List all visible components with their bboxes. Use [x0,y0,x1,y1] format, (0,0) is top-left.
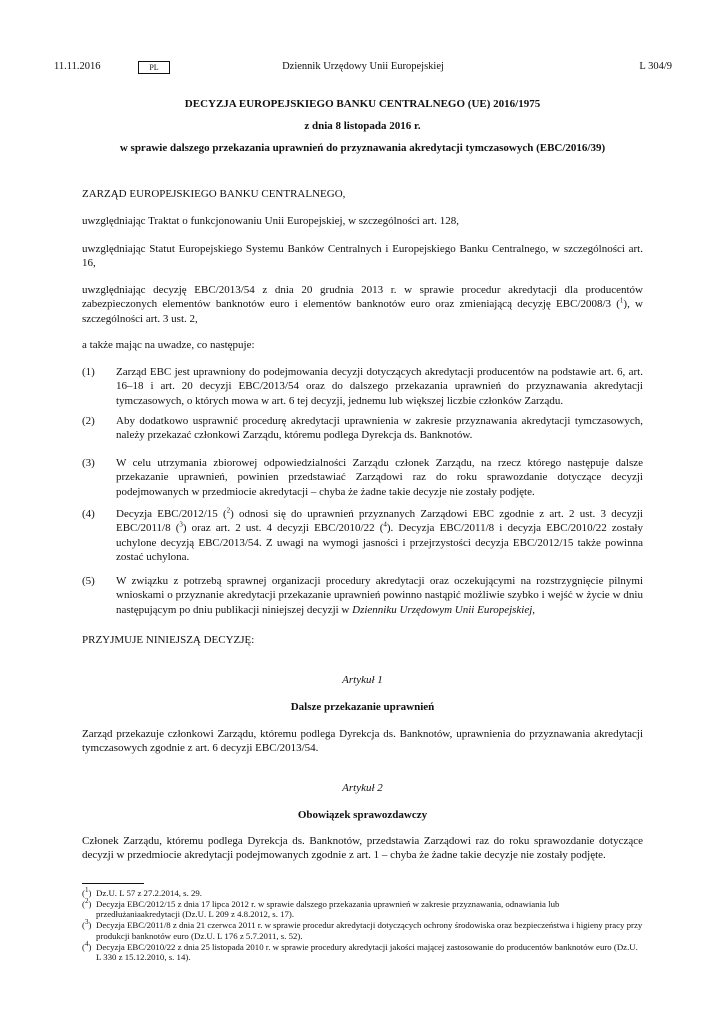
recital-2 [82,414,643,443]
article-1-number: Artykuł 1 [342,674,383,686]
footnote-ref[interactable]: 3 [179,520,183,529]
article-1-title: Dalsze przekazanie uprawnień [290,701,435,713]
journal-name: Dziennik Urzędowy Unii Europejskiej [282,61,444,72]
footnote-ref[interactable]: 1 [619,296,624,305]
recital-text: Decyzja EBC/2012/15 ($^2$) odnosi się do uprawnień przyznanych Zarządowi EBC zgodnie z art. 2 ust. 3 decyzji EBC/2011/8 ($^3$) oraz art. 2 ust. 4 decyzji EBC/2010/22 ($^4$). Decyzja EBC/2011/8 i decyzja EBC/2010/22 zostały uchylone decyzją EBC/2013/54. Z uwagi na wymogi jasności i przejrzystości decyzja EBC/2012/15 także powinna zostać uchylona. [116,506,643,563]
page-header [54,60,672,74]
language-badge: PL [138,61,170,74]
article-2-number: Artykuł 2 [342,782,383,794]
footnote-2: ($^2$) Decyzja EBC/2012/15 z dnia 17 lipca 2012 r. w sprawie dalszego przekazania uprawnień w zakresie przyznawania, odnawiania lub przedłużaniaakredytacji (Dz.U. L 209 z 4.8.2012, s. 17). [82,896,560,920]
citation-treaty: uwzględniając Traktat o funkcjonowaniu Unii Europejskiej, w szczególności art. 128, [82,215,459,227]
recital-text: Aby dodatkowo usprawnić procedurę akredytacji uprawnienia w zakresie przyznawania akredytacji tymczasowych, należy przekazać członkowi Zarządu, któremu podlega Dyrekcja ds. Banknotów. [116,415,643,442]
footnote-ref[interactable]: 2 [226,506,231,515]
recital-number: (5) [82,575,95,587]
footnotes [82,888,643,963]
publication-date: 11.11.2016 [54,61,101,72]
article-2-text: Członek Zarządu, któremu podlega Dyrekcja ds. Banknotów, przedstawia Zarządowi raz do roku sprawozdanie dotyczące decyzji w przedmiocie akredytacji podejmowanych zgodnie z art. 1 – chyba że żadne takie decyzje nie zostały podjęte. [82,835,643,862]
recital-number: (1) [82,366,95,378]
citation-statute: uwzględniając Statut Europejskiego Systemu Banków Centralnych i Europejskiego Banku Centralnego, w szczególności art. 16, [82,243,643,270]
recital-1 [82,365,643,408]
decision-subject: w sprawie dalszego przekazania uprawnień do przyznawania akredytacji tymczasowych (EBC/2016/39) [119,142,606,154]
recital-number: (3) [82,457,95,469]
decision-title: DECYZJA EUROPEJSKIEGO BANKU CENTRALNEGO (UE) 2016/1975 [184,98,541,110]
footnote-ref[interactable]: 4 [383,520,387,529]
recital-text: W celu utrzymania zbiorowej odpowiedzialności Zarządu członek Zarządu, na rzecz którego następuje dalsze przekazanie uprawnień, powinien przedstawiać Zarządowi raz do roku sprawozdanie dotyczące decyzji podejmowanych w przedmiocie akredytacji – chyba że żadne takie decyzje nie zostały podjęte. [116,457,643,498]
recital-4 [82,507,643,564]
citation-decision: uwzględniając decyzję EBC/2013/54 z dnia 20 grudnia 2013 r. w sprawie procedur akredytacji dla producentów zabezpieczonych elementów banknotów euro i elementów banknotów euro oraz zmieniającą decyzję EBC/2008/3 ($^1$), w szczególności art. 3 ust. 2, [82,284,644,325]
footnote-3: ($^3$) Decyzja EBC/2011/8 z dnia 21 czerwca 2011 r. w sprawie procedur akredytacji dotyczących ochrony środowiska oraz bezpieczeństwa i higieny pracy przy produkcji banknotów euro (Dz.U. L 176 z 5.7.2011, s. 52). [82,918,643,941]
footnote-4: ($^4$) Decyzja EBC/2010/22 z dnia 25 listopada 2010 r. w sprawie procedury akredytacji jakości mającej zastosowanie do producentów banknotów euro (Dz.U. L 330 z 15.12.2010, s. 14). [82,939,638,963]
authority-line: ZARZĄD EUROPEJSKIEGO BANKU CENTRALNEGO, [82,188,346,200]
decision-date: z dnia 8 listopada 2016 r. [304,120,421,132]
page-reference: L 304/9 [639,61,672,72]
recital-3 [82,456,643,499]
footnote-divider [82,883,144,884]
recital-text: W związku z potrzebą sprawnej organizacji procedury akredytacji oraz oczekującymi na rozstrzygnięcie pilnymi wnioskami o przyznanie akredytacji przekazanie uprawnień powinno nastąpić możliwie szybko i wejść w życie w dniu następującym po dniu publikacji niniejszej decyzji w Dzienniku Urzędowym Unii Europejskiej, [116,575,643,616]
adopts-line: PRZYJMUJE NINIEJSZĄ DECYZJĘ: [82,634,255,646]
recital-number: (4) [82,508,95,520]
article-1-text: Zarząd przekazuje członkowi Zarządu, któremu podlega Dyrekcja ds. Banknotów, uprawnienia do przyznawania akredytacji tymczasowych zgodnie z art. 6 decyzji EBC/2013/54. [82,728,643,755]
footnote-1: ($^1$) Dz.U. L 57 z 27.2.2014, s. 29. [82,886,202,898]
recital-number: (2) [82,415,95,427]
recital-5 [82,574,643,617]
recital-text: Zarząd EBC jest uprawniony do podejmowania decyzji dotyczących akredytacji producentów na podstawie art. 6, art. 16–18 i art. 20 decyzji EBC/2013/54 oraz do dalszego przekazania uprawnień do przyznawania akredytacji tymczasowych, o których mowa w art. 6 tej decyzji, jednemu lub większej liczbie członków Zarządu. [116,366,643,407]
article-2-title: Obowiązek sprawozdawczy [297,809,428,821]
whereas-line: a także mając na uwadze, co następuje: [82,339,255,351]
